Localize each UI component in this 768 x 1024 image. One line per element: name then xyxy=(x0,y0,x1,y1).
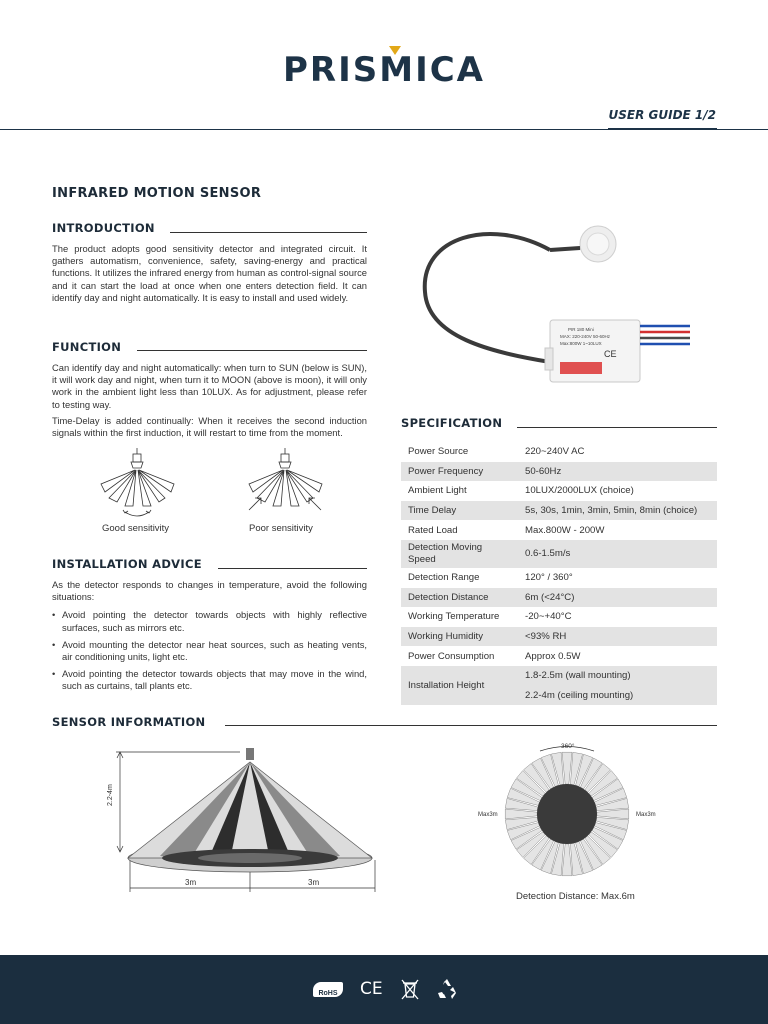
spec-key: Power Source xyxy=(408,446,469,458)
detection-distance-caption: Detection Distance: Max.6m xyxy=(516,891,635,902)
spec-value: -20~+40°C xyxy=(525,611,572,623)
brand-logo xyxy=(0,50,768,90)
spec-value: <93% RH xyxy=(518,627,717,647)
spec-value: 120° / 360° xyxy=(525,572,573,584)
table-row xyxy=(401,462,717,482)
ceiling-sensor-icon xyxy=(246,748,254,760)
function-title: FUNCTION xyxy=(52,340,122,354)
spec-key: Detection Distance xyxy=(401,588,518,608)
installation-intro: As the detector responds to changes in temperature, avoid the following situations: xyxy=(52,579,367,603)
function-rule xyxy=(137,350,367,351)
specification-rule xyxy=(517,427,717,428)
guide-underline xyxy=(608,128,717,130)
logo-triangle-icon xyxy=(389,46,401,55)
max-left-label: Max3m xyxy=(478,812,498,818)
spec-value: 2.2-4m (ceiling mounting) xyxy=(518,686,717,706)
label-line-3: Max:800W 1~10LUX xyxy=(560,341,602,346)
box-clip xyxy=(545,348,553,370)
left-radius-label: 3m xyxy=(185,878,197,887)
table-row xyxy=(401,607,717,627)
cable-end xyxy=(550,248,580,250)
label-line-2: MAX: 220-240V 50-60Hz xyxy=(560,334,611,339)
spec-key: Working Temperature xyxy=(408,611,500,623)
spec-value: Approx 0.5W xyxy=(525,650,581,662)
height-label: 2.2-4m xyxy=(107,784,114,806)
function-paragraph-1: Can identify day and night automatically: when turn to SUN (below is SUN), it will work day and night, when turn it to MOON (above is moon), it will only work in the ambient light less than 10LUX. As for adjustment, please refer to testing way. xyxy=(52,362,367,410)
installation-list xyxy=(52,609,367,692)
list-item: • Avoid mounting the detector near heat sources, such as heating vents, air conditioning units, light etc. xyxy=(52,639,367,663)
table-row xyxy=(401,520,717,540)
sensor-cable xyxy=(425,234,550,362)
table-row xyxy=(401,646,717,666)
table-row xyxy=(401,442,717,462)
label-line-1: PIR 180 Mini xyxy=(568,327,594,332)
spec-key: Detection Range xyxy=(408,572,480,584)
rohs-icon xyxy=(313,982,343,997)
table-row xyxy=(401,588,717,608)
introduction-title: INTRODUCTION xyxy=(52,221,155,235)
spec-key: Rated Load xyxy=(408,524,458,536)
spec-value: 6m (<24°C) xyxy=(518,588,717,608)
table-row xyxy=(401,481,717,501)
right-radius-label: 3m xyxy=(308,878,320,887)
spec-key: Ambient Light xyxy=(408,485,467,497)
brand-name: PRISMICA xyxy=(283,50,485,90)
installation-text xyxy=(52,579,367,698)
spec-value: 10LUX/2000LUX (choice) xyxy=(525,485,634,497)
list-item: • Avoid pointing the detector towards objects with highly reflective surfaces, such as mirrors etc. xyxy=(52,609,367,633)
table-row xyxy=(401,627,717,647)
spec-value: 0.6-1.5m/s xyxy=(518,540,717,568)
spec-key: Detection Moving Speed xyxy=(401,540,518,568)
table-row xyxy=(401,666,717,686)
rohs-label: RoHS xyxy=(318,990,338,997)
spec-key: Working Humidity xyxy=(401,627,518,647)
introduction-text: The product adopts good sensitivity detector and integrated circuit. It gathers automatism, convenience, safety, saving-energy and practical functions. It utilizes the infrared energy from human as control-signal source and it can start the load at once when one enters detection field. It can identify day and night automatically. It is easy to install and used widely. xyxy=(52,243,367,303)
spec-value: Max.800W - 200W xyxy=(525,524,605,536)
sensor-info-rule xyxy=(225,725,717,726)
detection-cone-diagram xyxy=(100,742,400,902)
weee-bin-icon xyxy=(401,978,419,1000)
footer-bar xyxy=(0,955,768,1024)
spec-value: 220~240V AC xyxy=(525,446,585,458)
user-guide-label: USER GUIDE 1/2 xyxy=(608,108,716,122)
poor-sensitivity-caption: Poor sensitivity xyxy=(249,523,313,534)
spec-key: Power Consumption xyxy=(408,650,495,662)
good-sensitivity-caption: Good sensitivity xyxy=(102,523,170,534)
good-sensitivity-icon xyxy=(95,448,180,518)
ce-mark-icon: CE xyxy=(360,979,383,999)
function-paragraph-2: Time-Delay is added continually: When it receives the second induction signals within the first induction, it will restart to time from the moment. xyxy=(52,414,367,439)
angle-label: 360° xyxy=(561,743,575,750)
spec-key: Time Delay xyxy=(401,501,518,521)
spec-value: 50-60Hz xyxy=(518,462,717,482)
table-row xyxy=(401,501,717,521)
document-title: INFRARED MOTION SENSOR xyxy=(52,186,262,201)
spec-key: Installation Height xyxy=(401,666,518,705)
recycle-icon xyxy=(435,977,459,1001)
detection-ray xyxy=(562,752,572,784)
detection-ray xyxy=(597,809,629,819)
product-photo xyxy=(400,222,690,392)
specification-title: SPECIFICATION xyxy=(401,416,503,430)
detection-core xyxy=(537,784,597,844)
specification-table xyxy=(401,442,717,705)
list-item: • Avoid pointing the detector towards objects that may move in the wind, such as curtains, tall plants etc. xyxy=(52,668,367,692)
spec-value: 1.8-2.5m (wall mounting) xyxy=(518,666,717,686)
dip-switch-icon xyxy=(560,362,602,374)
installation-rule xyxy=(218,568,367,569)
spec-key: Power Frequency xyxy=(401,462,518,482)
sensor-info-title: SENSOR INFORMATION xyxy=(52,715,206,729)
detection-ray xyxy=(562,844,572,876)
table-row xyxy=(401,568,717,588)
introduction-rule xyxy=(170,232,367,233)
detection-radial-diagram xyxy=(470,738,670,908)
table-row xyxy=(401,540,717,568)
function-text xyxy=(52,362,367,443)
box-ce-mark: CE xyxy=(604,349,617,359)
spec-value: 5s, 30s, 1min, 3min, 5min, 8min (choice) xyxy=(518,501,717,521)
installation-title: INSTALLATION ADVICE xyxy=(52,557,202,571)
sensor-lens-icon xyxy=(587,233,609,255)
max-right-label: Max3m xyxy=(636,812,656,818)
detection-ray xyxy=(505,809,537,819)
poor-sensitivity-icon xyxy=(243,448,328,518)
